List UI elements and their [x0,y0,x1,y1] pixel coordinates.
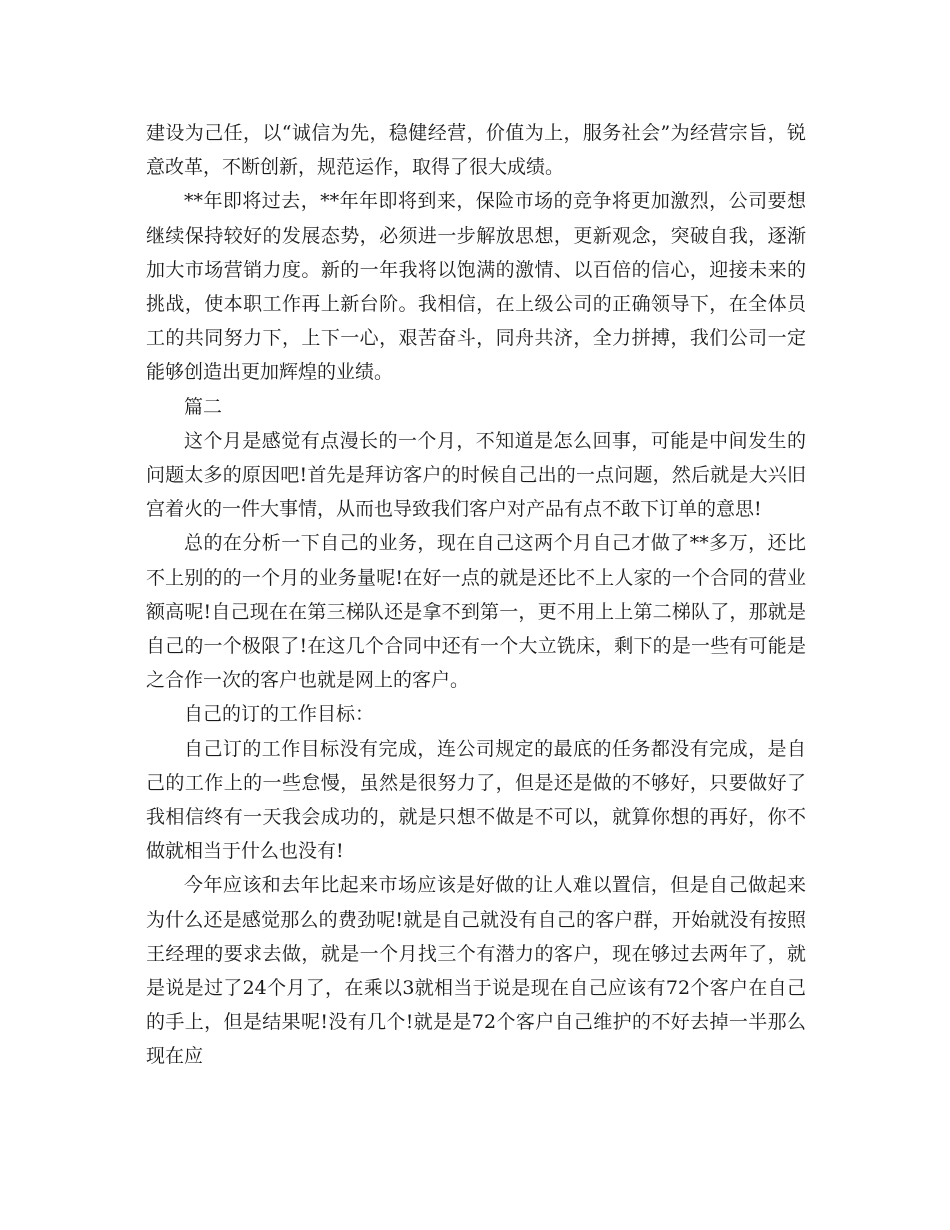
paragraph-1: 建设为己任，以“诚信为先，稳健经营，价值为上，服务社会”为经营宗旨，锐意改革，不断创新，规范运作，取得了很大成绩。 [146,122,806,179]
paragraph-5: 自己订的工作目标没有完成，连公司规定的最底的任务都没有完成，是自己的工作上的一些怠慢，虽然是很努力了，但是还是做的不够好，只要做好了我相信终有一天我会成功的，就是只想不做是不可以，就算你想的再好，你不做就相当于什么也没有! [146,737,806,863]
subheading-goals: 自己的订的工作目标： [184,703,375,726]
paragraph-2: **年即将过去，**年年即将到来，保险市场的竞争将更加激烈，公司要想继续保持较好的发展态势，必须进一步解放思想，更新观念，突破自我，逐渐加大市场营销力度。新的一年我将以饱满的激情、以百倍的信心，迎接未来的挑战，使本职工作再上新台阶。我相信，在上级公司的正确领导下，在全体员工的共同努力下，上下一心，艰苦奋斗，同舟共济，全力拼搏，我们公司一定能够创造出更加辉煌的业绩。 [146,190,806,384]
paragraph-3: 这个月是感觉有点漫长的一个月，不知道是怎么回事，可能是中间发生的问题太多的原因吧!首先是拜访客户的时候自己出的一点问题，然后就是大兴旧宫着火的一件大事情，从而也导致我们客户对产品有点不敢下订单的意思! [146,429,806,521]
document-body [146,116,806,1074]
paragraph-6: 今年应该和去年比起来市场应该是好做的让人难以置信，但是自己做起来为什么还是感觉那么的费劲呢!就是自己就没有自己的客户群，开始就没有按照王经理的要求去做，就是一个月找三个有潜力的客户，现在够过去两年了，就是说是过了24个月了，在乘以3就相当于说是现在自己应该有72个客户在自己的手上，但是结果呢!没有几个!就是是72个客户自己维护的不好去掉一半那么现在应 [146,874,806,1068]
section-heading: 篇二 [184,395,223,418]
paragraph-4: 总的在分析一下自己的业务，现在自己这两个月自己才做了**多万，还比不上别的的一个月的业务量呢!在好一点的就是还比不上人家的一个合同的营业额高呢!自己现在在第三梯队还是拿不到第一，更不用上上第二梯队了，那就是自己的一个极限了!在这几个合同中还有一个大立铣床，剩下的是一些有可能是之合作一次的客户也就是网上的客户。 [146,532,806,692]
